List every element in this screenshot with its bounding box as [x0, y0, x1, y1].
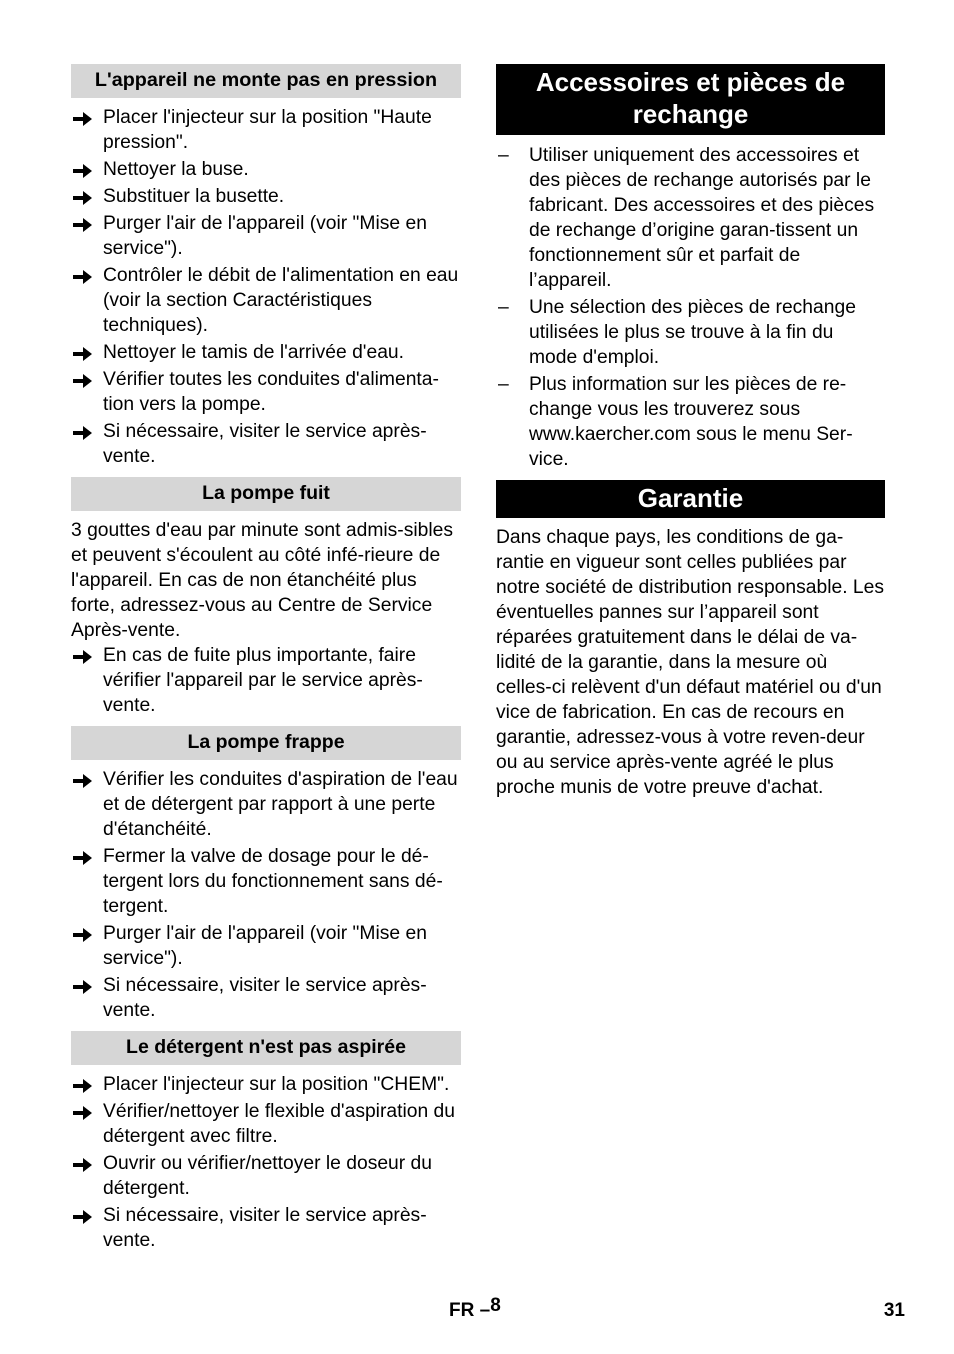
list-item [71, 419, 461, 469]
list-item [71, 921, 461, 971]
arrow-right-icon [73, 371, 93, 387]
list-item-text: Vérifier les conduites d'aspiration de l'eau et de détergent par rapport à une perte d'étanchéité. [103, 769, 458, 840]
list-item-text: Substituer la busette. [103, 186, 285, 207]
list-item [71, 184, 461, 209]
accessories-list [496, 143, 885, 472]
arrow-right-icon [73, 188, 93, 204]
list-item [71, 844, 461, 919]
no-pressure-steps [71, 105, 461, 469]
list-item: – Une sélection des pièces de rechange utilisées le plus se trouve à la fin du mode d'emploi. [498, 297, 856, 368]
list-item-text: Contrôler le débit de l'alimentation en eau (voir la section Caractéristiques techniques). [103, 265, 459, 336]
warranty-heading: Garantie [496, 480, 885, 518]
list-item [71, 157, 461, 182]
list-item [71, 340, 461, 365]
footer-local-page: 8 [490, 1295, 501, 1316]
list-item: – Plus information sur les pièces de re-change vous les trouverez sous www.kaercher.com sous le menu Ser-vice. [498, 374, 853, 470]
arrow-right-icon [73, 647, 93, 663]
pump-knocks-steps [71, 767, 461, 1023]
list-item [71, 1072, 461, 1097]
list-item-text: Si nécessaire, visiter le service après-vente. [103, 975, 427, 1021]
section-title-pump-knocks: La pompe frappe [71, 726, 461, 760]
list-item: – Utiliser uniquement des accessoires et des pièces de rechange autorisés par le fabricant. Des accessoires et des pièces de rechange d’origine garan-tissent un fonctionnement sûr et parfait de l’appareil. [498, 145, 875, 291]
warranty-paragraph: Dans chaque pays, les conditions de ga-rantie en vigueur sont celles publiées par notre société de distribution responsable. Les éventuelles pannes sur l’appareil sont réparées gratuitement dans le délai de va-lidité de la garantie, dans la mesure où celles-ci relèvent d'un défaut matériel ou d'un vice de fabrication. En cas de recours en garantie, adressez-vous à votre reven-deur ou au service après-vente agréé le plus proche munis de votre preuve d'achat. [496, 527, 885, 798]
arrow-right-icon [73, 1076, 93, 1092]
list-item-text: Placer l'injecteur sur la position "CHEM". [103, 1074, 450, 1095]
arrow-right-icon [73, 1103, 93, 1119]
list-item-text: Si nécessaire, visiter le service après-vente. [103, 421, 427, 467]
list-item-text: Placer l'injecteur sur la position "Haute pression". [103, 107, 432, 153]
list-item-text: Purger l'air de l'appareil (voir "Mise en service"). [103, 213, 427, 259]
right-column [496, 64, 885, 800]
accessories-heading: Accessoires et pièces de rechange [496, 64, 885, 135]
arrow-right-icon [73, 925, 93, 941]
arrow-right-icon [73, 1155, 93, 1171]
list-item-text: Vérifier toutes les conduites d'alimenta-tion vers la pompe. [103, 369, 439, 415]
list-item [71, 1099, 461, 1149]
pump-leaks-steps [71, 643, 461, 718]
list-item [71, 211, 461, 261]
list-item-text: Ouvrir ou vérifier/nettoyer le doseur du détergent. [103, 1153, 433, 1199]
list-item [71, 767, 461, 842]
arrow-right-icon [73, 109, 93, 125]
arrow-right-icon [73, 848, 93, 864]
list-item [71, 973, 461, 1023]
list-item-text: Nettoyer la buse. [103, 159, 249, 180]
section-title-no-pressure: L'appareil ne monte pas en pression [71, 64, 461, 98]
list-item-text: Fermer la valve de dosage pour le dé-tergent lors du fonctionnement sans dé-tergent. [103, 846, 443, 917]
arrow-right-icon [73, 161, 93, 177]
list-item-text: Nettoyer le tamis de l'arrivée d'eau. [103, 342, 405, 363]
list-item [71, 643, 461, 718]
list-item-text: Vérifier/nettoyer le flexible d'aspiration du détergent avec filtre. [103, 1101, 456, 1147]
dash-bullet: – [498, 297, 509, 318]
list-item-text: En cas de fuite plus importante, faire vérifier l'appareil par le service après-vente. [103, 645, 423, 716]
page-number: 31 [883, 1300, 905, 1321]
arrow-right-icon [73, 977, 93, 993]
arrow-right-icon [73, 771, 93, 787]
list-item-text: Si nécessaire, visiter le service après-vente. [103, 1205, 427, 1251]
dash-bullet: – [498, 145, 509, 166]
arrow-right-icon [73, 1207, 93, 1223]
arrow-right-icon [73, 344, 93, 360]
pump-leaks-paragraph: 3 gouttes d'eau par minute sont admis-sibles et peuvent s'écoulent au côté infé-rieure de l'appareil. En cas de non étanchéité plus forte, adressez-vous au Centre de Service Après-vente. [71, 520, 454, 641]
footer-language-page [449, 1295, 501, 1323]
arrow-right-icon [73, 215, 93, 231]
list-item-text: Purger l'air de l'appareil (voir "Mise en service"). [103, 923, 427, 969]
list-item [71, 1203, 461, 1253]
list-item [71, 1151, 461, 1201]
arrow-right-icon [73, 423, 93, 439]
list-item [71, 263, 461, 338]
list-item [71, 367, 461, 417]
footer-lang: FR [449, 1300, 475, 1321]
footer-dash: – [479, 1300, 491, 1321]
section-title-pump-leaks: La pompe fuit [71, 477, 461, 511]
arrow-right-icon [73, 267, 93, 283]
dash-bullet: – [498, 374, 509, 395]
detergent-steps [71, 1072, 461, 1253]
list-item [71, 105, 461, 155]
section-title-detergent: Le détergent n'est pas aspirée [71, 1031, 461, 1065]
left-column [71, 64, 461, 1261]
